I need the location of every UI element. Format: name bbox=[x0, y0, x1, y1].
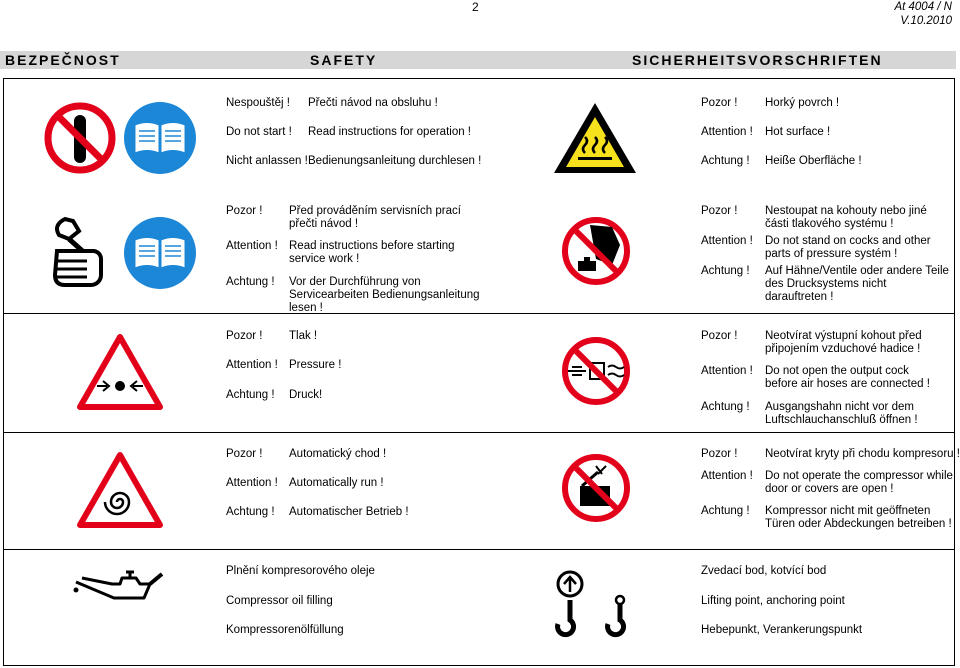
label-cz: Pozor ! bbox=[226, 205, 263, 217]
description-cz: Zvedací bod, kotvící bod bbox=[701, 565, 827, 577]
no-start-icon bbox=[43, 101, 117, 175]
instruction-cz: Tlak ! bbox=[289, 330, 318, 342]
description-de: Hebepunkt, Verankerungspunkt bbox=[701, 624, 863, 636]
instruction-cz: Nestoupat na kohouty nebo jiné části tlakového systému ! bbox=[765, 205, 927, 230]
label-cz: Pozor ! bbox=[701, 448, 738, 460]
title-en: SAFETY bbox=[310, 52, 378, 68]
label-en: Do not start ! bbox=[226, 126, 292, 138]
instruction-cz: Přečti návod na obsluhu ! bbox=[308, 97, 438, 109]
label-en: Attention ! bbox=[701, 235, 753, 247]
instruction-de: Druck! bbox=[289, 389, 323, 401]
instruction-en: Read instructions before starting service work ! bbox=[289, 240, 455, 265]
label-en: Attention ! bbox=[226, 240, 278, 252]
read-manual-icon bbox=[123, 216, 197, 290]
label-de: Achtung ! bbox=[226, 389, 275, 401]
instruction-cz: Neotvírat kryty při chodu kompresoru ! bbox=[765, 448, 960, 460]
description-de: Kompressorenölfüllung bbox=[226, 624, 344, 636]
instruction-en: Do not operate the compressor while door or covers are open ! bbox=[765, 470, 953, 495]
label-de: Achtung ! bbox=[701, 401, 750, 413]
instruction-de: Automatischer Betrieb ! bbox=[289, 506, 409, 518]
service-wrench-icon bbox=[49, 215, 113, 291]
instruction-cz: Horký povrch ! bbox=[765, 97, 840, 109]
label-en: Attention ! bbox=[226, 477, 278, 489]
label-en: Attention ! bbox=[701, 365, 753, 377]
oil-can-icon bbox=[72, 568, 168, 618]
page-number: 2 bbox=[472, 0, 479, 14]
label-de: Achtung ! bbox=[701, 155, 750, 167]
instruction-de: Kompressor nicht mit geöffneten Türen oder Abdeckungen betreiben ! bbox=[765, 505, 952, 530]
row-divider bbox=[3, 432, 955, 433]
label-de: Achtung ! bbox=[226, 506, 275, 518]
label-cz: Nespouštěj ! bbox=[226, 97, 290, 109]
instruction-en: Pressure ! bbox=[289, 359, 342, 371]
label-de: Achtung ! bbox=[226, 276, 275, 288]
no-stepping-icon bbox=[560, 215, 632, 287]
label-de: Achtung ! bbox=[701, 505, 750, 517]
label-en: Attention ! bbox=[701, 470, 753, 482]
title-bar bbox=[0, 51, 956, 69]
description-cz: Plnění kompresorového oleje bbox=[226, 565, 375, 577]
instruction-cz: Před prováděním servisních prací přečti návod ! bbox=[289, 205, 461, 230]
lifting-hook-icon bbox=[554, 566, 638, 644]
label-en: Attention ! bbox=[226, 359, 278, 371]
instruction-en: Read instructions for operation ! bbox=[308, 126, 472, 138]
document-version: V.10.2010 bbox=[900, 15, 952, 27]
document-code: At 4004 / N bbox=[894, 1, 952, 13]
no-open-cover-icon bbox=[560, 452, 632, 524]
description-en: Compressor oil filling bbox=[226, 595, 333, 607]
label-cz: Pozor ! bbox=[226, 448, 263, 460]
instruction-en: Do not open the output cock before air hoses are connected ! bbox=[765, 365, 930, 390]
label-cz: Pozor ! bbox=[701, 330, 738, 342]
document-reference bbox=[894, 0, 952, 28]
label-cz: Pozor ! bbox=[226, 330, 263, 342]
instruction-de: Bedienungsanleitung durchlesen ! bbox=[308, 155, 482, 167]
label-cz: Pozor ! bbox=[701, 205, 738, 217]
description-en: Lifting point, anchoring point bbox=[701, 595, 845, 607]
instruction-en: Do not stand on cocks and other parts of pressure systém ! bbox=[765, 235, 931, 260]
no-open-cock-icon bbox=[560, 335, 632, 407]
instruction-en: Automatically run ! bbox=[289, 477, 384, 489]
title-cz: BEZPEČNOST bbox=[5, 52, 121, 68]
hot-surface-icon bbox=[552, 101, 638, 175]
instruction-de: Heiße Oberfläche ! bbox=[765, 155, 862, 167]
label-de: Achtung ! bbox=[701, 265, 750, 277]
automatic-run-icon bbox=[77, 452, 163, 528]
instruction-en: Hot surface ! bbox=[765, 126, 831, 138]
title-de: SICHERHEITSVORSCHRIFTEN bbox=[632, 52, 883, 68]
instruction-de: Auf Hähne/Ventile oder andere Teile des Drucksystems nicht darauftreten ! bbox=[765, 265, 949, 303]
instruction-cz: Neotvírat výstupní kohout před připojením vzduchové hadice ! bbox=[765, 330, 922, 355]
label-de: Nicht anlassen ! bbox=[226, 155, 308, 167]
read-manual-icon bbox=[123, 101, 197, 175]
instruction-de: Vor der Durchführung von Servicearbeiten Bedienungsanleitung lesen ! bbox=[289, 276, 480, 314]
row-divider bbox=[3, 549, 955, 550]
pressure-warning-icon bbox=[77, 334, 163, 410]
label-en: Attention ! bbox=[701, 126, 753, 138]
instruction-cz: Automatický chod ! bbox=[289, 448, 387, 460]
instruction-de: Ausgangshahn nicht vor dem Luftschlauchanschluß öffnen ! bbox=[765, 401, 918, 426]
label-cz: Pozor ! bbox=[701, 97, 738, 109]
